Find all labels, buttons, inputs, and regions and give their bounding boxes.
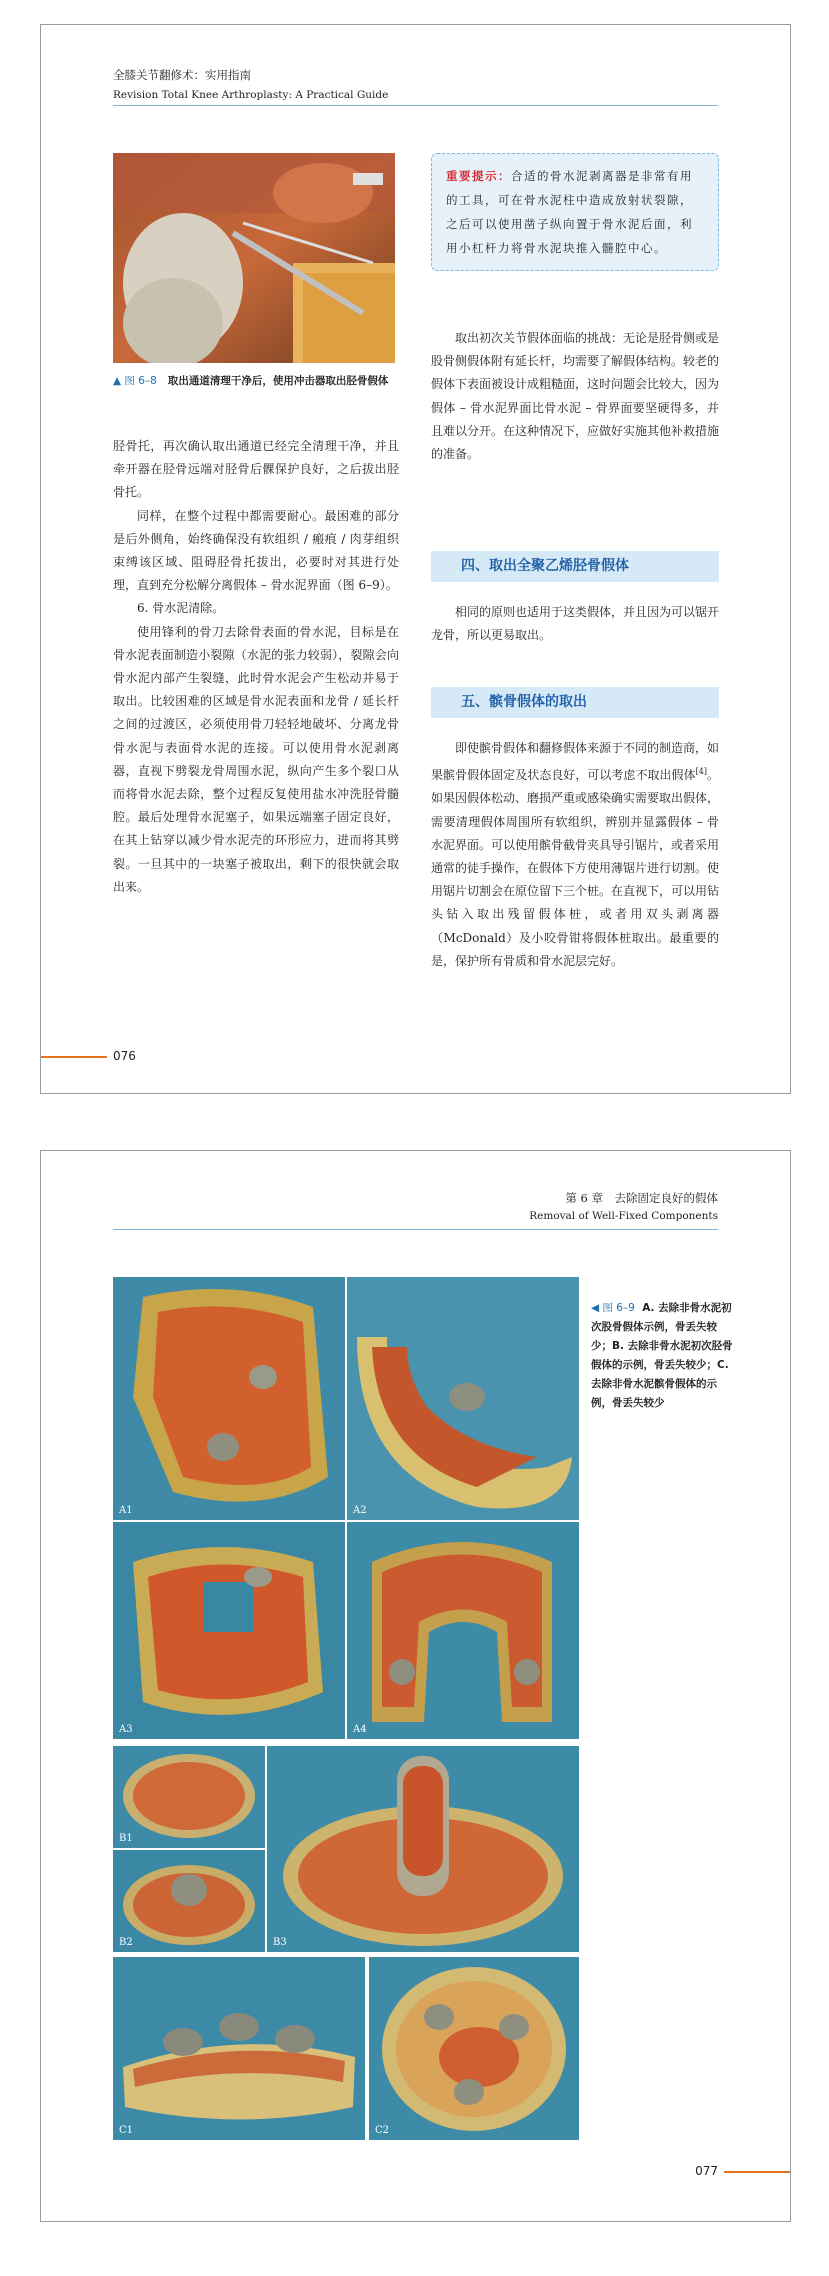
photo-panel-a2 [347,1277,579,1520]
femoral-component-photo [347,1522,579,1739]
photo-panel-c1 [113,1957,365,2140]
paragraph: 取出初次关节假体面临的挑战：无论是胫骨侧或是股骨侧假体附有延长杆，均需要了解假体结构。较老的假体下表面被设计成粗糙面，这时问题会比较大，因为假体 – 骨水泥界面比骨水泥 – 骨界面要坚硬得多，并且难以分开。在这种情况下，应做好实施其他补救措施的准备。 [431,331,720,462]
paragraph: 6. 骨水泥清除。 [137,601,225,616]
figure-6-9-caption [591,1299,733,1413]
page-number: 077 [695,2164,718,2178]
panel-label: A4 [353,1724,367,1735]
header-chapter-en: Removal of Well-Fixed Components [529,1210,718,1222]
tip-text: 合适的骨水泥剥离器是非常有用的工具，可在骨水泥柱中造成放射状裂隙，之后可以使用凿子纵向置于骨水泥后面，利用小杠杆力将骨水泥块推入髓腔中心。 [446,169,693,255]
header-rule [113,105,718,106]
tibial-component-keel-photo [267,1746,579,1952]
photo-panel-a4 [347,1522,579,1739]
page-076 [40,24,791,1094]
page-number-rule [724,2171,790,2173]
femoral-component-photo [113,1277,345,1520]
section-5-text-b: 。如果因假体松动、磨损严重或感染确实需要取出假体，需要清理假体周围所有软组织，辨别并显露假体 – 骨水泥界面。可以使用髌骨截骨夹具导引锯片，或者采用通常的徒手操作，在假体下方使用薄锯片进行切割。使用锯片切割会在原位留下三个桩。在直视下，可以用钻头钻入取出残留假体桩，或者用双头剥离器（McDonald）及小咬骨钳将假体桩取出。最重要的是，保护所有骨质和骨水泥层完好。 [431,768,720,968]
paragraph [431,737,719,973]
patellar-component-side-photo [113,1957,365,2140]
figure-label: ◀ 图 6–9 [591,1302,635,1314]
reference-citation: [4] [695,767,707,777]
tip-key: 重要提示： [446,169,511,183]
panel-label: A2 [353,1505,367,1516]
figure-6-8-photo [113,153,395,363]
panel-label: C2 [375,2125,390,2136]
page-number: 076 [113,1049,136,1063]
panel-label: A3 [119,1724,133,1735]
panel-label: B2 [119,1937,133,1948]
header-title-en: Revision Total Knee Arthroplasty: A Practical Guide [113,89,389,101]
photo-panel-a1 [113,1277,345,1520]
left-text-column [113,435,399,899]
photo-panel-b3 [267,1746,579,1952]
tibial-component-photo [113,1850,265,1952]
figure-6-8-caption [113,373,395,390]
tibial-component-photo [113,1746,265,1848]
page-number-rule [41,1056,107,1058]
header-title-cn: 全膝关节翻修术：实用指南 [113,68,251,82]
panel-label: B3 [273,1937,287,1948]
patellar-component-photo [369,1957,579,2140]
paragraph: 使用锋利的骨刀去除骨表面的骨水泥，目标是在骨水泥表面制造小裂隙（水泥的张力较弱），裂隙会向骨水泥内部产生裂缝，此时骨水泥会产生松动并易于取出。比较困难的区域是骨水泥表面和龙骨 / 延长杆之间的过渡区，必须使用骨刀轻轻地破坏、分离龙骨骨水泥与表面骨水泥的连接。可以使用骨水泥剥离器，直视下劈裂龙骨周围水泥，纵向产生多个裂口从而将骨水泥去除，整个过程反复使用盐水冲洗胫骨髓腔。最后处理骨水泥塞子，如果远端塞子固定良好，在其上钻穿以减少骨水泥壳的环形应力，进而将其劈裂。一旦其中的一块塞子被取出，剩下的很快就会取出来。 [113,624,399,894]
running-header [113,65,388,105]
panel-label: C1 [119,2125,134,2136]
photo-panel-c2 [369,1957,579,2140]
paragraph: 同样，在整个过程中都需要耐心。最困难的部分是后外侧角，始终确保没有软组织 / 瘢痕 / 肉芽组织束缚该区域、阻碍胫骨托拔出，必要时对其进行处理，直到充分松解分离假体 – 骨水泥界面（图 6–9）。 [113,508,399,593]
section-5-text-a: 即使髌骨假体和翻修假体来源于不同的制造商，如果髌骨假体固定及状态良好，可以考虑不取出假体 [431,741,720,783]
panel-label: B1 [119,1833,133,1844]
photo-panel-a3 [113,1522,345,1739]
panel-label: A1 [119,1505,133,1516]
important-tip-box [431,153,719,271]
photo-panel-b2 [113,1850,265,1952]
caption-text: 取出通道清理干净后，使用冲击器取出胫骨假体 [167,375,389,387]
surgical-photo [113,153,395,363]
section-5-heading: 五、髌骨假体的取出 [431,687,719,718]
paragraph: 相同的原则也适用于这类假体，并且因为可以锯开龙骨，所以更易取出。 [431,605,720,643]
section-4-heading: 四、取出全聚乙烯胫骨假体 [431,551,719,582]
photo-panel-b1 [113,1746,265,1848]
section-5-body [431,737,719,973]
paragraph: 胫骨托，再次确认取出通道已经完全清理干净，并且牵开器在胫骨远端对胫骨后髁保护良好，之后拔出胫骨托。 [113,439,399,500]
header-rule [113,1229,718,1230]
header-chapter-cn: 第 6 章 去除固定良好的假体 [565,1191,718,1205]
caption-text: A. 去除非骨水泥初次股骨假体示例，骨丢失较少；B. 去除非骨水泥初次胫骨假体的示例，骨丢失较少；C. 去除非骨水泥髌骨假体的示例，骨丢失较少 [591,1302,733,1409]
page-077 [40,1150,791,2222]
right-text-column [431,327,719,466]
running-header [529,1189,718,1225]
figure-label: ▲ 图 6–8 [113,375,157,387]
section-4-body [431,601,719,647]
femoral-component-side-photo [347,1277,579,1520]
femoral-component-photo [113,1522,345,1739]
